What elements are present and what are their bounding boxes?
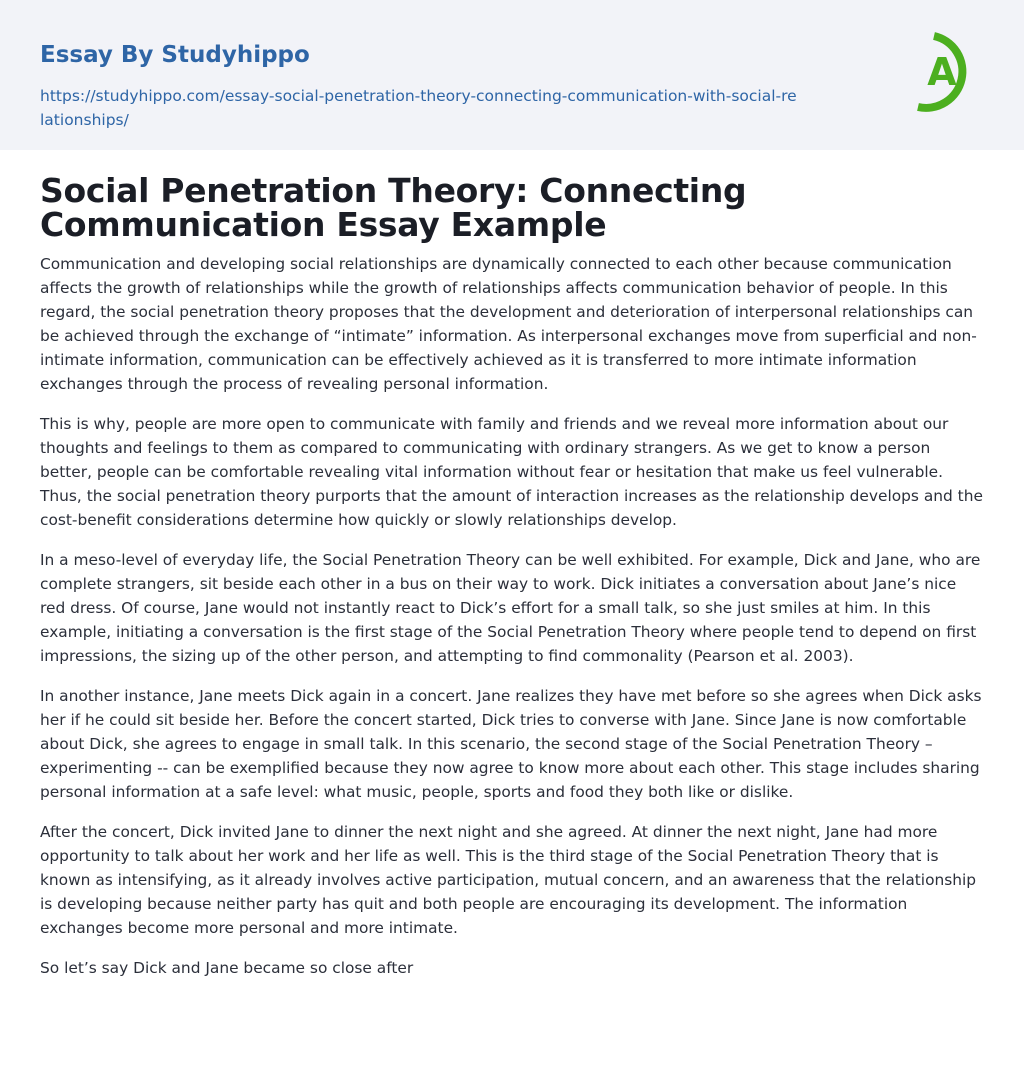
brand-title[interactable]: Essay By Studyhippo [40,42,310,68]
paragraph: After the concert, Dick invited Jane to dinner the next night and she agreed. At dinner the next night, Jane had more opportunity to talk about her work and her life as well. This is the third stage of the Social Penetration Theory that is known as intensifying, as it already involves active participation, mutual concern, and an awareness that the relationship is developing because neither party has quit and both people are encouraging its development. The information exchanges become more personal and more intimate. [40,823,977,937]
studyhippo-logo-icon[interactable] [904,27,988,117]
logo-letter: A [927,50,957,94]
page-title: Social Penetration Theory: Connecting Communication Essay Example [40,171,747,244]
site-header [0,0,1024,150]
paragraph: In another instance, Jane meets Dick again in a concert. Jane realizes they have met before so she agrees when Dick asks her if he could sit beside her. Before the concert started, Dick tries to converse with Jane. Since Jane is now comfortable about Dick, she agrees to engage in small talk. In this scenario, the second stage of the Social Penetration Theory – experimenting -- can be exemplified because they now agree to know more about each other. This stage includes sharing personal information at a safe level: what music, people, sports and food they both like or dislike. [40,687,982,801]
paragraph: This is why, people are more open to communicate with family and friends and we reveal more information about our thoughts and feelings to them as compared to communicating with ordinary strangers. As we get to know a person better, people can be comfortable revealing vital information without fear or hesitation that make us feel vulnerable. Thus, the social penetration theory purports that the amount of interaction increases as the relationship develops and the cost-benefit considerations determine how quickly or slowly relationships develop. [40,415,983,529]
paragraph: So let’s say Dick and Jane became so close after [40,959,414,977]
source-url-link[interactable]: https://studyhippo.com/essay-social-penetration-theory-connecting-communication-with-social-relationships/ [40,87,797,129]
paragraph: Communication and developing social relationships are dynamically connected to each other because communication affects the growth of relationships while the growth of relationships affects communication behavior of people. In this regard, the social penetration theory proposes that the development and deterioration of interpersonal relationships can be achieved through the exchange of “intimate” information. As interpersonal exchanges move from superficial and non-intimate information, communication can be effectively achieved as it is transferred to more intimate information exchanges through the process of revealing personal information. [40,255,977,393]
article-body [0,150,1024,980]
paragraph: In a meso-level of everyday life, the Social Penetration Theory can be well exhibited. For example, Dick and Jane, who are complete strangers, sit beside each other in a bus on their way to work. Dick initiates a conversation about Jane’s nice red dress. Of course, Jane would not instantly react to Dick’s effort for a small talk, so she just smiles at him. In this example, initiating a conversation is the first stage of the Social Penetration Theory where people tend to depend on first impressions, the sizing up of the other person, and attempting to find commonality (Pearson et al. 2003). [40,551,981,665]
